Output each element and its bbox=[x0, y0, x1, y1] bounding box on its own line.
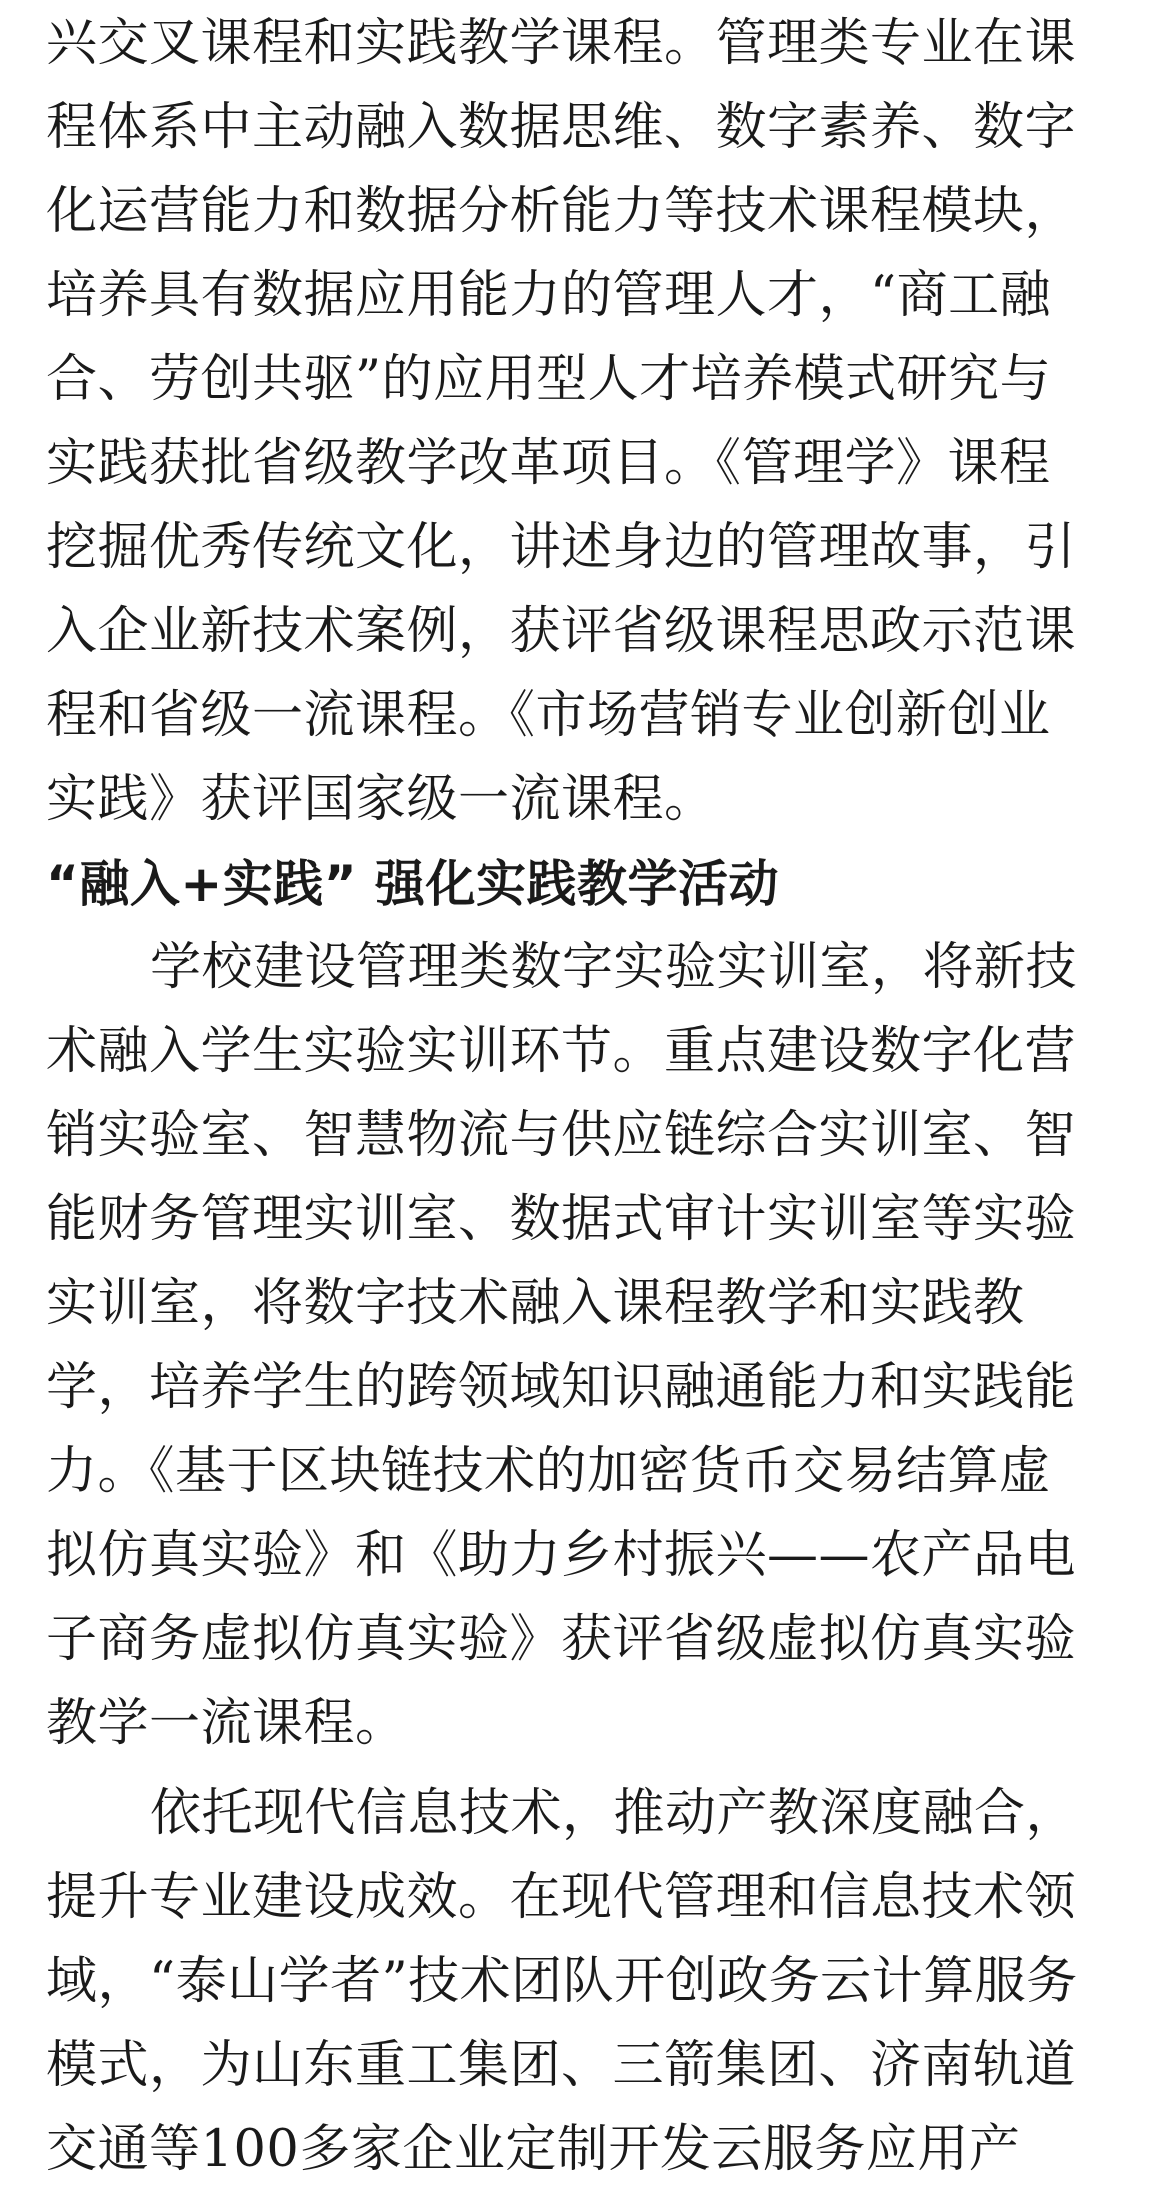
text-line: 化运营能力和数据分析能力等技术课程模块， bbox=[46, 182, 1077, 241]
text-line: 子商务虚拟仿真实验》获评省级虚拟仿真实验 bbox=[46, 1610, 1077, 1669]
text-line: 依托现代信息技术，推动产教深度融合， bbox=[150, 1784, 1078, 1843]
paragraph-curriculum bbox=[46, 2, 1122, 842]
text-line: 模式，为山东重工集团、三箭集团、济南轨道 bbox=[46, 2036, 1077, 2095]
text-line: 学校建设管理类数字实验实训室，将新技 bbox=[150, 938, 1078, 997]
text-line: 实践获批省级教学改革项目。《管理学》课程 bbox=[46, 434, 1051, 493]
paragraph-industry-integration bbox=[46, 1772, 1122, 2192]
text-line: 程和省级一流课程。《市场营销专业创新创业 bbox=[46, 686, 1051, 745]
text-line: 交通等100多家企业定制开发云服务应用产 bbox=[46, 2120, 1021, 2179]
text-line: 域，“泰山学者”技术团队开创政务云计算服务 bbox=[46, 1952, 1078, 2011]
text-line: 教学一流课程。 bbox=[46, 1694, 407, 1753]
text-line: 力。《基于区块链技术的加密货币交易结算虚 bbox=[46, 1442, 1051, 1501]
paragraph-practice-labs bbox=[46, 926, 1122, 1766]
text-line: 合、劳创共驱”的应用型人才培养模式研究与 bbox=[46, 350, 1052, 409]
text-line: 学，培养学生的跨领域知识融通能力和实践能 bbox=[46, 1358, 1077, 1417]
text-line: 术融入学生实验实训环节。重点建设数字化营 bbox=[46, 1022, 1077, 1081]
text-line: 拟仿真实验》和《助力乡村振兴——农产品电 bbox=[46, 1526, 1077, 1585]
text-line: 程体系中主动融入数据思维、数字素养、数字 bbox=[46, 98, 1077, 157]
text-line: 入企业新技术案例，获评省级课程思政示范课 bbox=[46, 602, 1077, 661]
text-line: 兴交叉课程和实践教学课程。管理类专业在课 bbox=[46, 14, 1077, 73]
text-line: 挖掘优秀传统文化，讲述身边的管理故事，引 bbox=[46, 518, 1077, 577]
text-line: 实践》获评国家级一流课程。 bbox=[46, 770, 716, 829]
text-line: 培养具有数据应用能力的管理人才，“商工融 bbox=[46, 266, 1052, 325]
text-line: 能财务管理实训室、数据式审计实训室等实验 bbox=[46, 1190, 1077, 1249]
text-line: 提升专业建设成效。在现代管理和信息技术领 bbox=[46, 1868, 1077, 1927]
article-body bbox=[46, 2, 1122, 2192]
section-heading: “融入+实践” 强化实践教学活动 bbox=[46, 855, 780, 913]
text-line: 销实验室、智慧物流与供应链综合实训室、智 bbox=[46, 1106, 1077, 1165]
text-line: 实训室，将数字技术融入课程教学和实践教 bbox=[46, 1274, 1025, 1333]
